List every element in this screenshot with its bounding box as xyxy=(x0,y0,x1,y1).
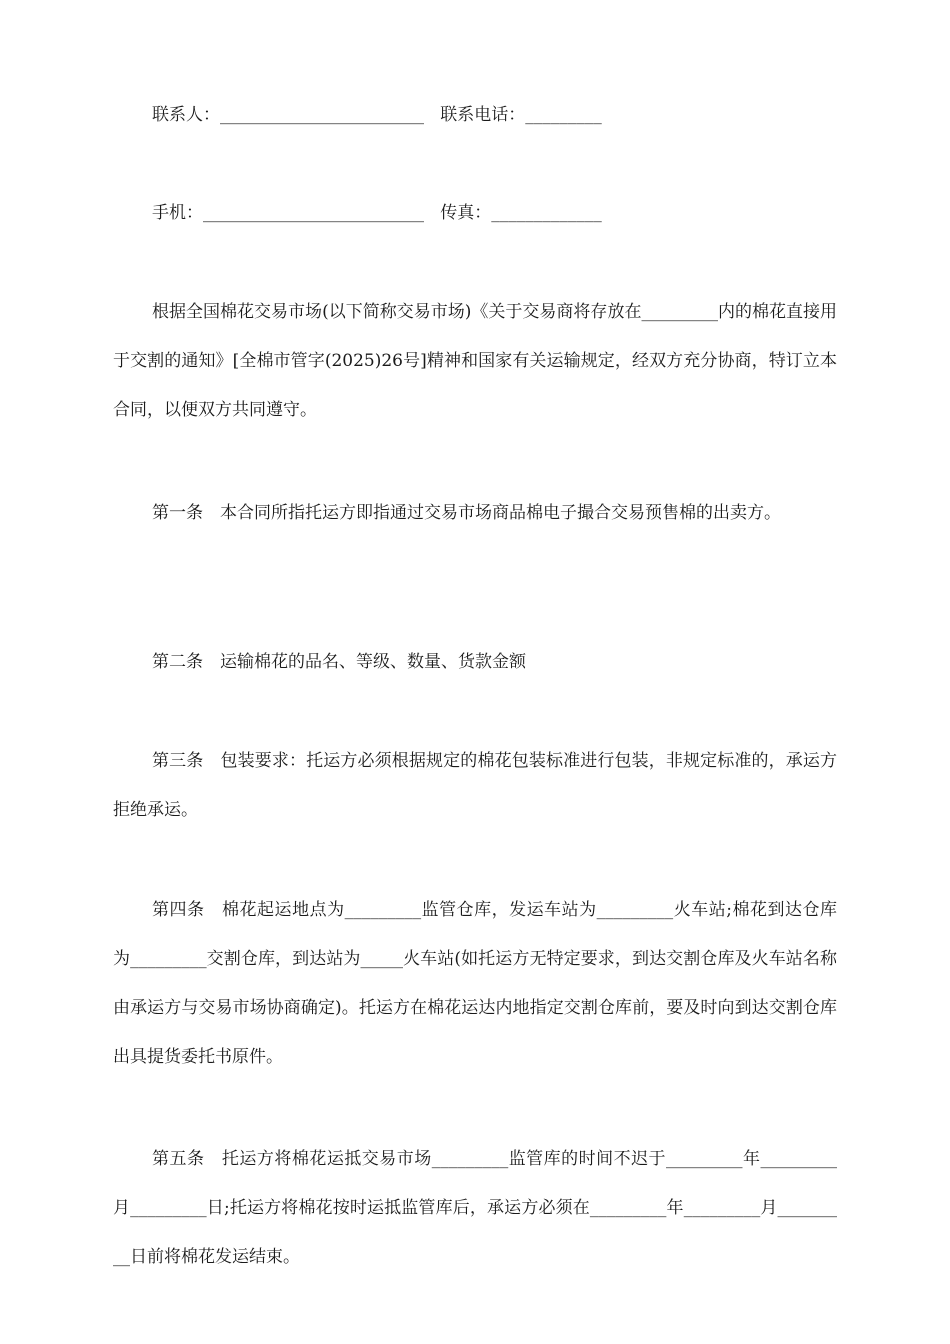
contact-person-phone-line: 联系人：________________________ 联系电话：_________ xyxy=(152,105,602,125)
preamble-paragraph: 根据全国棉花交易市场(以下简称交易市场)《关于交易商将存放在_________内的棉花直接用于交割的通知》[全棉市管字(2025)26号]精神和国家有关运输规定，经双方充分协商，特订立本合同，以便双方共同遵守。 xyxy=(113,302,837,420)
article-1-paragraph: 第一条 本合同所指托运方即指通过交易市场商品棉电子撮合交易预售棉的出卖方。 xyxy=(152,503,781,523)
article-5-paragraph: 第五条 托运方将棉花运抵交易市场_________监管库的时间不迟于_________年_________月_________日;托运方将棉花按时运抵监管库后，承运方必须在_________年_________月_________日前将棉花发运结束。 xyxy=(113,1149,837,1267)
article-2-paragraph: 第二条 运输棉花的品名、等级、数量、货款金额 xyxy=(152,652,526,672)
article-3-paragraph: 第三条 包装要求：托运方必须根据规定的棉花包装标准进行包装，非规定标准的，承运方拒绝承运。 xyxy=(113,751,837,820)
article-4-paragraph: 第四条 棉花起运地点为_________监管仓库，发运车站为_________火车站;棉花到达仓库为_________交割仓库，到达站为_____火车站(如托运方无特定要求，到达交割仓库及火车站名称由承运方与交易市场协商确定)。托运方在棉花运达内地指定交割仓库前，要及时向到达交割仓库出具提货委托书原件。 xyxy=(113,900,837,1067)
mobile-fax-line: 手机：__________________________ 传真：_____________ xyxy=(152,203,602,223)
